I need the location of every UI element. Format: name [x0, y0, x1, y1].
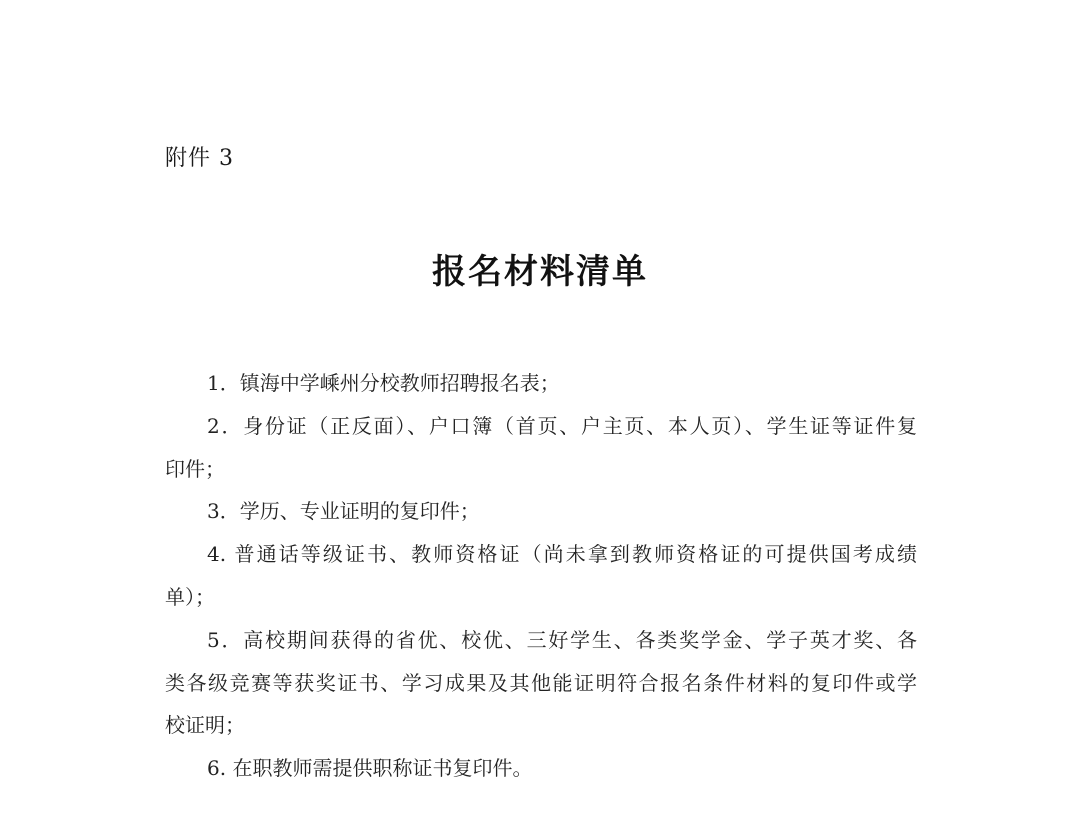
attachment-label: 附件 3 — [165, 146, 234, 171]
list-item-line: 单）； — [165, 584, 215, 609]
list-item-line: 3．学历、专业证明的复印件； — [207, 499, 480, 524]
materials-list — [165, 362, 917, 790]
list-item-line: 2．身份证（正反面）、户口簿（首页、户主页、本人页）、学生证等证件复 — [207, 413, 917, 438]
list-item — [165, 362, 917, 405]
list-item-line: 1．镇海中学嵊州分校教师招聘报名表； — [207, 371, 560, 395]
list-item-line: 类各级竞赛等获奖证书、学习成果及其他能证明符合报名条件材料的复印件或学 — [165, 670, 917, 695]
list-item — [165, 405, 917, 491]
list-item — [165, 490, 917, 533]
list-item — [165, 533, 917, 619]
list-item — [165, 619, 917, 747]
list-item-line: 校证明； — [165, 713, 245, 738]
list-item-line: 印件； — [165, 456, 225, 481]
list-item-line: 4. 普通话等级证书、教师资格证（尚未拿到教师资格证的可提供国考成绩 — [207, 542, 917, 567]
list-item-line: 5．高校期间获得的省优、校优、三好学生、各类奖学金、学子英才奖、各 — [207, 627, 917, 652]
list-item-line: 6. 在职教师需提供职称证书复印件。 — [207, 756, 533, 781]
page-title: 报名材料清单 — [432, 252, 648, 292]
list-item — [165, 747, 917, 790]
